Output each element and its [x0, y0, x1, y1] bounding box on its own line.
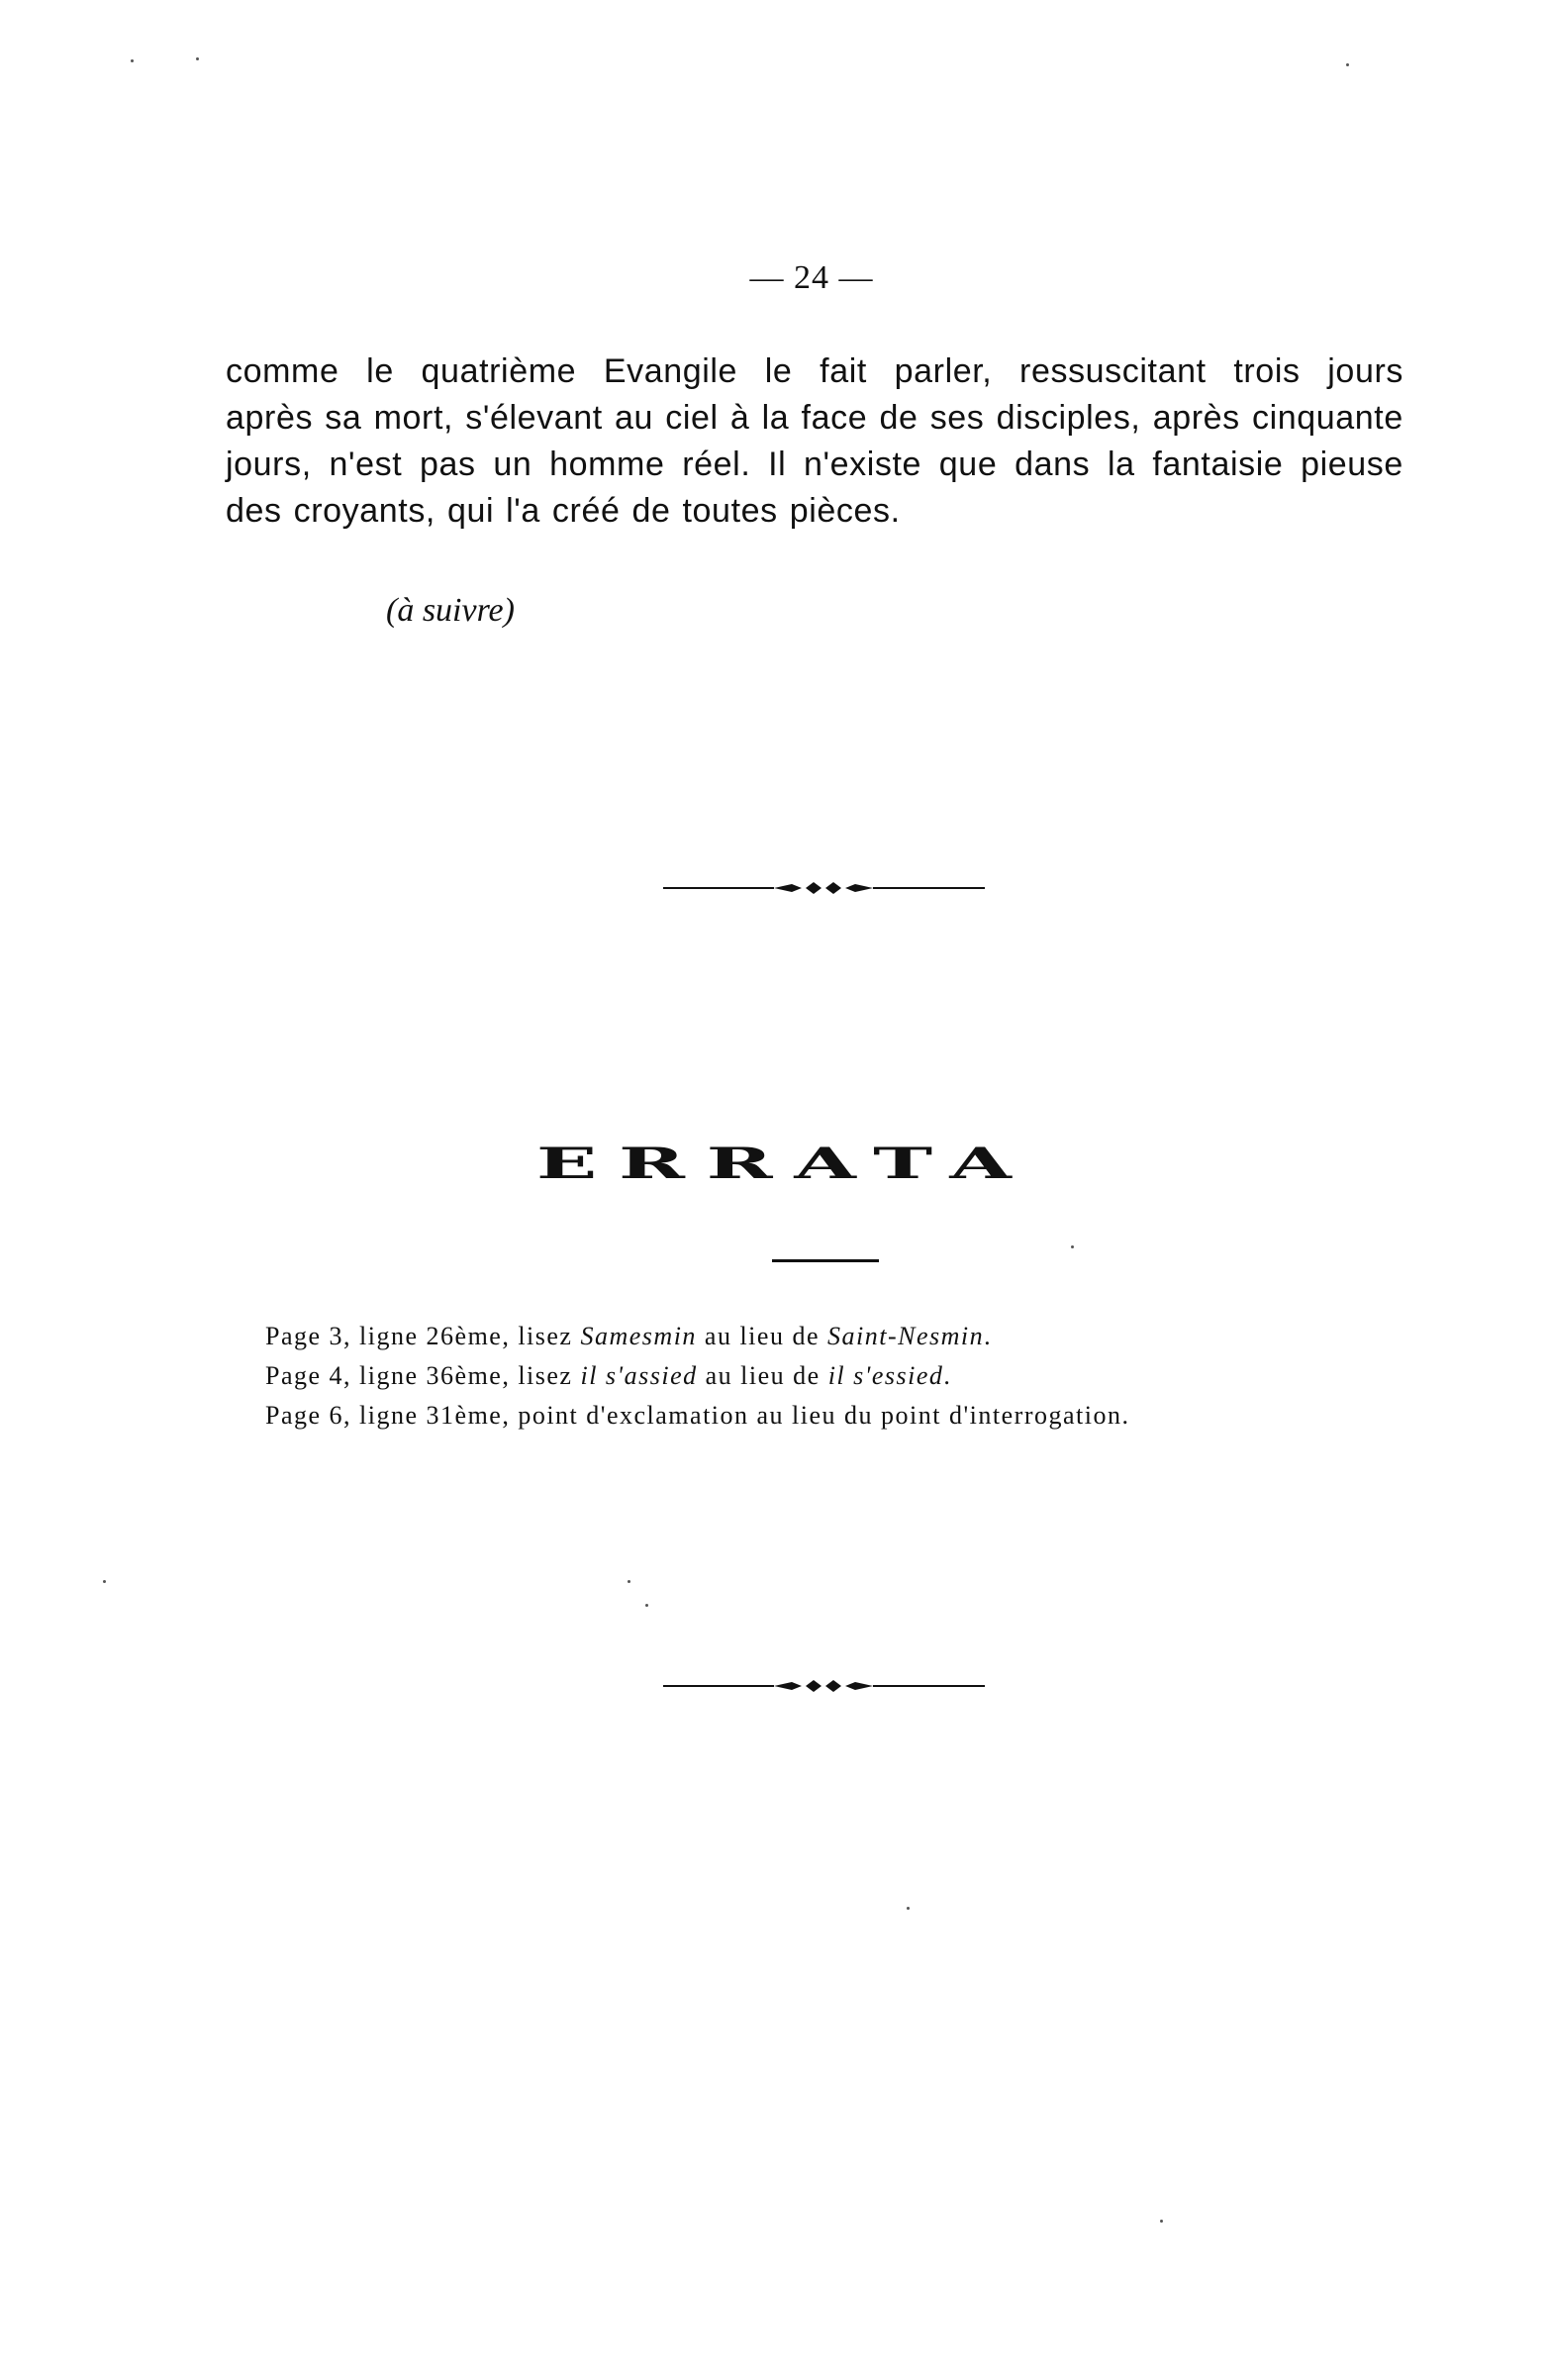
paragraph-word: parler, [894, 352, 993, 390]
print-speck [1071, 1245, 1074, 1248]
paragraph-word: cinquante [1251, 399, 1403, 437]
errata-list [265, 1317, 1314, 1436]
print-speck [645, 1604, 648, 1607]
paragraph-word: à [729, 399, 750, 437]
paragraph-word: quatrième [421, 352, 577, 390]
paragraph-line [226, 395, 1403, 442]
paragraph-word: trois [1233, 352, 1301, 390]
paragraph-word: au [615, 399, 654, 437]
errata-item-prefix: Page 6, ligne 31ème, point d'exclamation au lieu du point d'interrogation. [265, 1401, 1130, 1430]
paragraph-line [226, 488, 1403, 535]
print-speck [1160, 2220, 1163, 2223]
paragraph-word: sa [325, 399, 362, 437]
paragraph-word: Il [768, 446, 787, 483]
paragraph-word: croyants, [293, 492, 435, 530]
paragraph-word: un [493, 446, 532, 483]
print-speck [907, 1907, 910, 1910]
paragraph-word: pas [419, 446, 476, 483]
paragraph-word: mort, [373, 399, 454, 437]
paragraph-word: jours, [226, 446, 312, 483]
errata-item-middle: au lieu de [697, 1361, 828, 1390]
ornament-divider-top [663, 878, 985, 898]
errata-heading-text: ERRATA [535, 1139, 1033, 1189]
paragraph-line [226, 442, 1403, 488]
errata-item-middle: au lieu de [696, 1322, 827, 1350]
paragraph-word: le [764, 352, 793, 390]
paragraph-word: réel. [682, 446, 751, 483]
paragraph-word: de [879, 399, 919, 437]
paragraph-word: fantaisie [1152, 446, 1284, 483]
paragraph-word: après [226, 399, 314, 437]
paragraph-word: créé [551, 492, 621, 530]
paragraph-word: qui [446, 492, 495, 530]
errata-rule [772, 1259, 879, 1262]
paragraph-word: la [1107, 446, 1135, 483]
paragraph-word: toutes [682, 492, 778, 530]
paragraph-word: de [631, 492, 671, 530]
paragraph-word: ciel [665, 399, 719, 437]
errata-item-prefix: Page 4, ligne 36ème, lisez [265, 1361, 581, 1390]
paragraph-word: n'est [329, 446, 403, 483]
errata-item [265, 1317, 1314, 1356]
paragraph-word: la [761, 399, 790, 437]
print-speck [1346, 63, 1349, 66]
paragraph-word: s'élevant [465, 399, 603, 437]
errata-item-suffix: . [984, 1322, 993, 1350]
print-speck [103, 1580, 106, 1583]
paragraph-word: fait [820, 352, 867, 390]
errata-item [265, 1356, 1314, 1396]
print-speck [131, 59, 134, 62]
paragraph-word: après [1152, 399, 1240, 437]
body-paragraph [226, 348, 1403, 535]
paragraph-word: l'a [506, 492, 540, 530]
errata-item-prefix: Page 3, ligne 26ème, lisez [265, 1322, 581, 1350]
errata-item [265, 1396, 1314, 1436]
paragraph-word: pieuse [1301, 446, 1403, 483]
print-speck [196, 57, 199, 60]
paragraph-word: comme [226, 352, 339, 390]
print-speck [628, 1580, 630, 1583]
paragraph-word: jours [1327, 352, 1403, 390]
paragraph-word: ses [929, 399, 985, 437]
errata-heading [0, 1134, 1547, 1194]
page-number: — 24 — [749, 259, 874, 296]
paragraph-word: Evangile [603, 352, 738, 390]
continuation-note: (à suivre) [386, 592, 515, 629]
paragraph-word: n'existe [804, 446, 922, 483]
paragraph-word: des [226, 492, 282, 530]
paragraph-word: face [801, 399, 868, 437]
paragraph-word: pièces. [789, 492, 901, 530]
paragraph-word: homme [549, 446, 665, 483]
ornament-divider-bottom [663, 1676, 985, 1696]
errata-item-correct: Samesmin [580, 1322, 697, 1350]
paragraph-word: le [366, 352, 394, 390]
errata-item-wrong: il s'essied [827, 1361, 944, 1390]
errata-item-suffix: . [943, 1361, 952, 1390]
paragraph-word: que [938, 446, 998, 483]
paragraph-word: ressuscitant [1019, 352, 1207, 390]
paragraph-word: disciples, [996, 399, 1141, 437]
errata-item-correct: il s'assied [580, 1361, 698, 1390]
paragraph-line [226, 348, 1403, 395]
errata-item-wrong: Saint-Nesmin [827, 1322, 985, 1350]
paragraph-word: dans [1015, 446, 1091, 483]
